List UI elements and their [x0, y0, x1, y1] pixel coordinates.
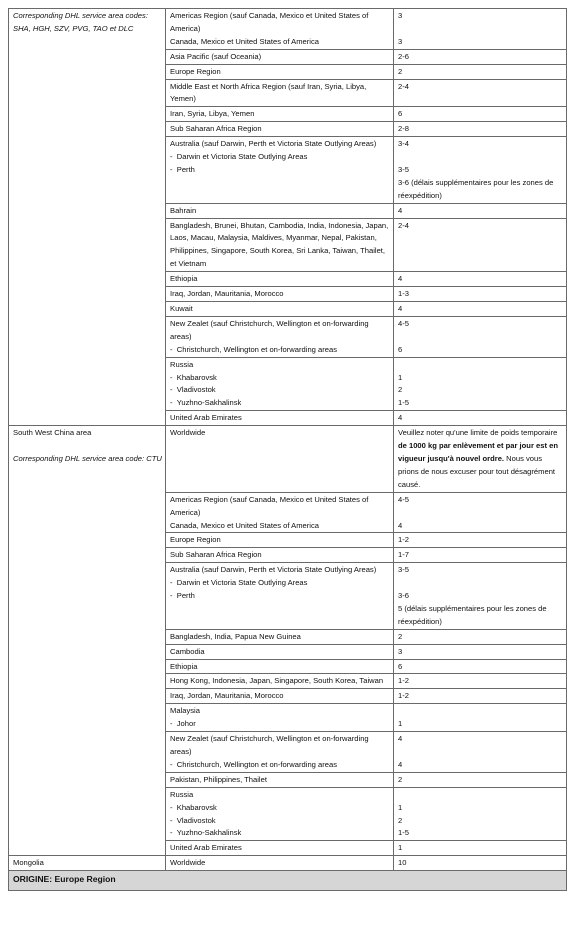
- origin-area-text: Corresponding DHL service area code: CTU: [13, 453, 162, 463]
- transit-days-text: 10: [398, 858, 407, 868]
- transit-days-text: 1-7: [398, 550, 409, 560]
- destination-text: - Darwin et Victoria State Outlying Areas: [170, 577, 390, 590]
- destination-cell: [166, 302, 394, 317]
- destination-text: Iraq, Jordan, Mauritania, Morocco: [170, 691, 284, 701]
- transit-days-text: 3-5: [398, 565, 409, 575]
- transit-time-cell: [394, 357, 567, 411]
- note-bold-text: de 1000 kg par enlèvement et par jour est en vigueur jusqu'à nouvel ordre.: [398, 441, 558, 463]
- transit-days-text: 1-2: [398, 676, 409, 686]
- transit-days-text: 3: [398, 11, 403, 20]
- transit-days-text: 2-4: [398, 220, 409, 230]
- transit-time-cell: [394, 272, 567, 287]
- transit-time-cell: [394, 218, 567, 272]
- origin-cell: [9, 856, 166, 871]
- destination-cell: [166, 272, 394, 287]
- destination-text: - Darwin et Victoria State Outlying Areas: [170, 151, 390, 164]
- transit-time-cell: [394, 49, 567, 64]
- transit-days-text: 2: [398, 385, 403, 395]
- destination-cell: [166, 659, 394, 674]
- destination-text: - Christchurch, Wellington et on-forwarding areas: [170, 344, 390, 357]
- transit-days-text: 4: [398, 734, 403, 744]
- spacer: [398, 746, 563, 759]
- destination-text: Europe Region: [170, 535, 221, 545]
- destination-text: Americas Region (sauf Canada, Mexico et United States of America): [170, 11, 369, 33]
- section-header-row: [9, 871, 567, 891]
- transit-days-text: 3-4: [398, 139, 409, 149]
- table-row: [9, 9, 567, 50]
- transit-time-cell: [394, 704, 567, 732]
- spacer: [398, 789, 563, 802]
- destination-cell: [166, 689, 394, 704]
- destination-cell: [166, 79, 394, 107]
- destination-text: Asia Pacific (sauf Oceania): [170, 51, 262, 61]
- transit-time-cell: [394, 287, 567, 302]
- table-row: [9, 856, 567, 871]
- destination-text: Malaysia: [170, 706, 200, 716]
- destination-cell: [166, 704, 394, 732]
- transit-time-cell: [394, 426, 567, 493]
- transit-days-text: 2: [398, 631, 403, 641]
- transit-days-text: 1-5: [398, 828, 409, 838]
- transit-days-text: 1-5: [398, 398, 409, 408]
- destination-text: - Perth: [170, 164, 390, 177]
- transit-time-cell: [394, 563, 567, 630]
- destination-text: Worldwide: [170, 858, 206, 868]
- transit-days-text: 3-5: [398, 164, 409, 174]
- transit-time-cell: [394, 689, 567, 704]
- destination-text: Americas Region (sauf Canada, Mexico et United States of America): [170, 494, 369, 517]
- destination-text: Ethiopia: [170, 661, 198, 671]
- transit-days-text: 1-2: [398, 535, 409, 545]
- destination-text: - Yuzhno-Sakhalinsk: [170, 397, 390, 410]
- transit-days-text: 3: [398, 646, 403, 656]
- destination-cell: [166, 137, 394, 204]
- destination-cell: [166, 49, 394, 64]
- transit-days-text: 4: [398, 759, 403, 769]
- transit-days-text: 3: [398, 36, 403, 46]
- transit-days-text: 2: [398, 774, 403, 784]
- transit-days-text: 4: [398, 520, 403, 530]
- destination-text: Australia (sauf Darwin, Perth et Victoria State Outlying Areas): [170, 565, 377, 575]
- transit-days-text: 4: [398, 274, 403, 284]
- transit-days-text: 1: [398, 802, 403, 812]
- destination-text: - Vladivostok: [170, 815, 390, 828]
- destination-text: Europe Region: [170, 66, 221, 76]
- destination-cell: [166, 732, 394, 773]
- destination-cell: [166, 644, 394, 659]
- destination-text: Sub Saharan Africa Region: [170, 124, 262, 134]
- transit-days-text: 2-4: [398, 81, 409, 91]
- destination-cell: [166, 203, 394, 218]
- transit-days-text: 6: [398, 344, 403, 354]
- spacer: [398, 507, 563, 520]
- transit-days-text: 2: [398, 66, 403, 76]
- transit-time-cell: [394, 772, 567, 787]
- origin-area-text: South West China area: [13, 428, 92, 438]
- destination-text: Hong Kong, Indonesia, Japan, Singapore, South Korea, Taiwan: [170, 676, 384, 686]
- transit-time-cell: [394, 787, 567, 841]
- destination-cell: [166, 533, 394, 548]
- destination-text: Iran, Syria, Libya, Yemen: [170, 109, 255, 119]
- transit-time-cell: [394, 203, 567, 218]
- transit-days-text: 3-6 (délais supplémentaires pour les zones de réexpédition): [398, 177, 554, 200]
- note-apology-text: Nous vous prions de nous excuser pour tout désagrément causé.: [398, 453, 556, 489]
- spacer: [13, 440, 162, 453]
- destination-text: Canada, Mexico et United States of America: [170, 520, 319, 530]
- destination-cell: [166, 287, 394, 302]
- origin-cell: [9, 426, 166, 856]
- destination-text: Kuwait: [170, 304, 193, 314]
- destination-cell: [166, 411, 394, 426]
- destination-text: - Yuzhno-Sakhalinsk: [170, 827, 390, 840]
- destination-cell: [166, 9, 394, 50]
- destination-text: New Zealet (sauf Christchurch, Wellington et on-forwarding areas): [170, 734, 369, 756]
- destination-cell: [166, 107, 394, 122]
- destination-text: Australia (sauf Darwin, Perth et Victoria State Outlying Areas): [170, 139, 377, 149]
- table-row: [9, 426, 567, 493]
- destination-text: Canada, Mexico et United States of America: [170, 36, 319, 46]
- destination-text: Bangladesh, India, Papua New Guinea: [170, 631, 301, 641]
- destination-text: Iraq, Jordan, Mauritania, Morocco: [170, 289, 284, 299]
- transit-days-text: 4-5: [398, 494, 409, 504]
- destination-cell: [166, 492, 394, 533]
- destination-cell: [166, 674, 394, 689]
- transit-time-cell: [394, 841, 567, 856]
- destination-cell: [166, 357, 394, 411]
- transit-time-cell: [394, 64, 567, 79]
- transit-days-text: 1: [398, 719, 403, 729]
- destination-text: Pakistan, Philippines, Thailet: [170, 774, 267, 784]
- transit-days-text: 4: [398, 413, 403, 423]
- transit-time-cell: [394, 137, 567, 204]
- transit-time-table: [8, 8, 567, 891]
- transit-time-cell: [394, 411, 567, 426]
- destination-text: Ethiopia: [170, 274, 198, 284]
- transit-time-cell: [394, 316, 567, 357]
- transit-time-cell: [394, 732, 567, 773]
- transit-time-cell: [394, 548, 567, 563]
- destination-text: - Johor: [170, 718, 390, 731]
- transit-days-text: 2-8: [398, 124, 409, 134]
- destination-text: New Zealet (sauf Christchurch, Wellington et on-forwarding areas): [170, 318, 369, 341]
- transit-days-text: 1: [398, 372, 403, 382]
- spacer: [398, 23, 563, 36]
- note-text: Veuillez noter qu'une limite de poids temporaire: [398, 428, 558, 438]
- destination-cell: [166, 218, 394, 272]
- transit-days-text: 1-2: [398, 691, 409, 701]
- destination-text: - Christchurch, Wellington et on-forwarding areas: [170, 759, 390, 772]
- table-body: [9, 9, 567, 891]
- destination-text: Russia: [170, 789, 194, 799]
- destination-cell: [166, 772, 394, 787]
- transit-days-text: 5 (délais supplémentaires pour les zones de réexpédition): [398, 603, 547, 626]
- spacer: [398, 359, 563, 372]
- destination-cell: [166, 64, 394, 79]
- transit-time-cell: [394, 533, 567, 548]
- destination-text: Cambodia: [170, 646, 205, 656]
- transit-days-text: 2-6: [398, 51, 409, 61]
- transit-days-text: 1: [398, 843, 403, 853]
- transit-time-cell: [394, 644, 567, 659]
- transit-time-cell: [394, 629, 567, 644]
- transit-time-cell: [394, 302, 567, 317]
- transit-days-text: 4: [398, 304, 403, 314]
- destination-cell: [166, 316, 394, 357]
- destination-text: - Khabarovsk: [170, 802, 390, 815]
- destination-cell: [166, 548, 394, 563]
- transit-time-cell: [394, 107, 567, 122]
- destination-text: Sub Saharan Africa Region: [170, 550, 262, 560]
- destination-text: United Arab Emirates: [170, 413, 242, 423]
- transit-days-text: 4-5: [398, 318, 409, 328]
- destination-cell: [166, 841, 394, 856]
- transit-days-text: 4: [398, 205, 403, 215]
- transit-time-cell: [394, 9, 567, 50]
- destination-text: - Khabarovsk: [170, 372, 390, 385]
- destination-cell: [166, 426, 394, 493]
- destination-text: Worldwide: [170, 428, 206, 438]
- destination-text: Russia: [170, 359, 194, 369]
- destination-cell: [166, 563, 394, 630]
- destination-cell: [166, 787, 394, 841]
- transit-time-cell: [394, 674, 567, 689]
- section-header: ORIGINE: Europe Region: [9, 871, 567, 891]
- transit-time-cell: [394, 79, 567, 107]
- transit-time-cell: [394, 122, 567, 137]
- spacer: [398, 331, 563, 344]
- spacer: [398, 705, 563, 718]
- origin-cell: [9, 9, 166, 426]
- destination-text: United Arab Emirates: [170, 843, 242, 853]
- transit-days-text: 2: [398, 815, 403, 825]
- destination-cell: [166, 629, 394, 644]
- destination-text: - Perth: [170, 590, 390, 603]
- origin-area-text: Mongolia: [13, 858, 44, 868]
- destination-cell: [166, 122, 394, 137]
- transit-time-cell: [394, 492, 567, 533]
- destination-text: Middle East et North Africa Region (sauf Iran, Syria, Libya, Yemen): [170, 81, 367, 104]
- spacer: [398, 151, 563, 164]
- spacer: [398, 577, 563, 590]
- transit-days-text: 6: [398, 661, 403, 671]
- transit-time-cell: [394, 659, 567, 674]
- origin-area-text: Corresponding DHL service area codes: SHA, HGH, SZV, PVG, TAO et DLC: [13, 11, 148, 33]
- destination-text: Bangladesh, Brunei, Bhutan, Cambodia, India, Indonesia, Japan, Laos, Macau, Malaysia, Maldives, Myanmar, Nepal, Pakistan, Philippines, Singapore, South Korea, Sri Lanka, Taiwan, Thailet, et Vietnam: [170, 220, 389, 269]
- destination-text: Bahrain: [170, 205, 197, 215]
- transit-time-cell: [394, 856, 567, 871]
- transit-days-text: 6: [398, 109, 403, 119]
- destination-text: - Vladivostok: [170, 384, 390, 397]
- transit-days-text: 3-6: [398, 591, 409, 601]
- weight-limit-note: [398, 427, 563, 492]
- transit-days-text: 1-3: [398, 289, 409, 299]
- destination-cell: [166, 856, 394, 871]
